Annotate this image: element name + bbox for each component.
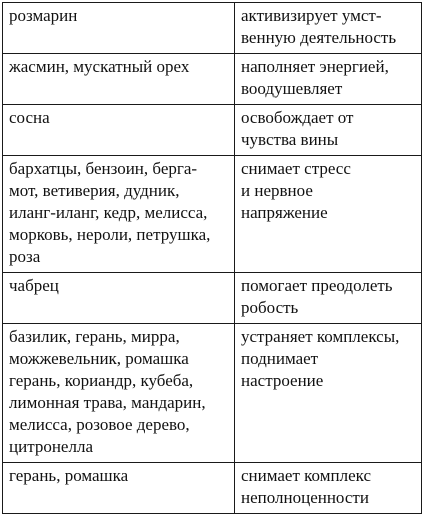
table-cell-oils [3, 324, 235, 463]
effect-text: активизирует умст- венную деятельность [241, 6, 397, 47]
table-row [3, 105, 422, 156]
table-row [3, 54, 422, 105]
table-cell-oils [3, 3, 235, 54]
table-cell-effect [235, 463, 422, 514]
table-cell-effect [235, 3, 422, 54]
oils-text: базилик, герань, мирра, можжевельник, ромашка герань, кориандр, кубеба, лимонная трава, мандарин, мелисса, розовое дерево, цитронелла [9, 327, 206, 456]
oils-text: сосна [9, 108, 50, 127]
aroma-effects-table [2, 2, 422, 514]
oils-text: бархатцы, бензоин, берга- мот, ветиверия, дудник, иланг-иланг, кедр, мелисса, морковь, нероли, петрушка, роза [9, 159, 211, 266]
table-cell-oils [3, 105, 235, 156]
effect-text: снимает стресс и нервное напряжение [241, 159, 351, 222]
table-row [3, 463, 422, 514]
table-cell-oils [3, 54, 235, 105]
effect-text: помогает преодолеть робость [241, 276, 393, 317]
table-row [3, 156, 422, 273]
table-cell-oils [3, 156, 235, 273]
effect-text: наполняет энергией, воодушевляет [241, 57, 389, 98]
table-cell-effect [235, 54, 422, 105]
effect-text: снимает комплекс неполноценности [241, 466, 371, 507]
table-cell-effect [235, 156, 422, 273]
oils-text: чабрец [9, 276, 59, 295]
oils-text: розмарин [9, 6, 78, 25]
effect-text: освобождает от чувства вины [241, 108, 354, 149]
table-cell-oils [3, 463, 235, 514]
oils-text: герань, ромашка [9, 466, 129, 485]
table-row [3, 273, 422, 324]
effect-text: устраняет комплексы, поднимает настроение [241, 327, 400, 390]
table-cell-effect [235, 273, 422, 324]
table-row [3, 3, 422, 54]
table-cell-oils [3, 273, 235, 324]
table-row [3, 324, 422, 463]
table-cell-effect [235, 105, 422, 156]
oils-text: жасмин, мускатный орех [9, 57, 190, 76]
table-cell-effect [235, 324, 422, 463]
